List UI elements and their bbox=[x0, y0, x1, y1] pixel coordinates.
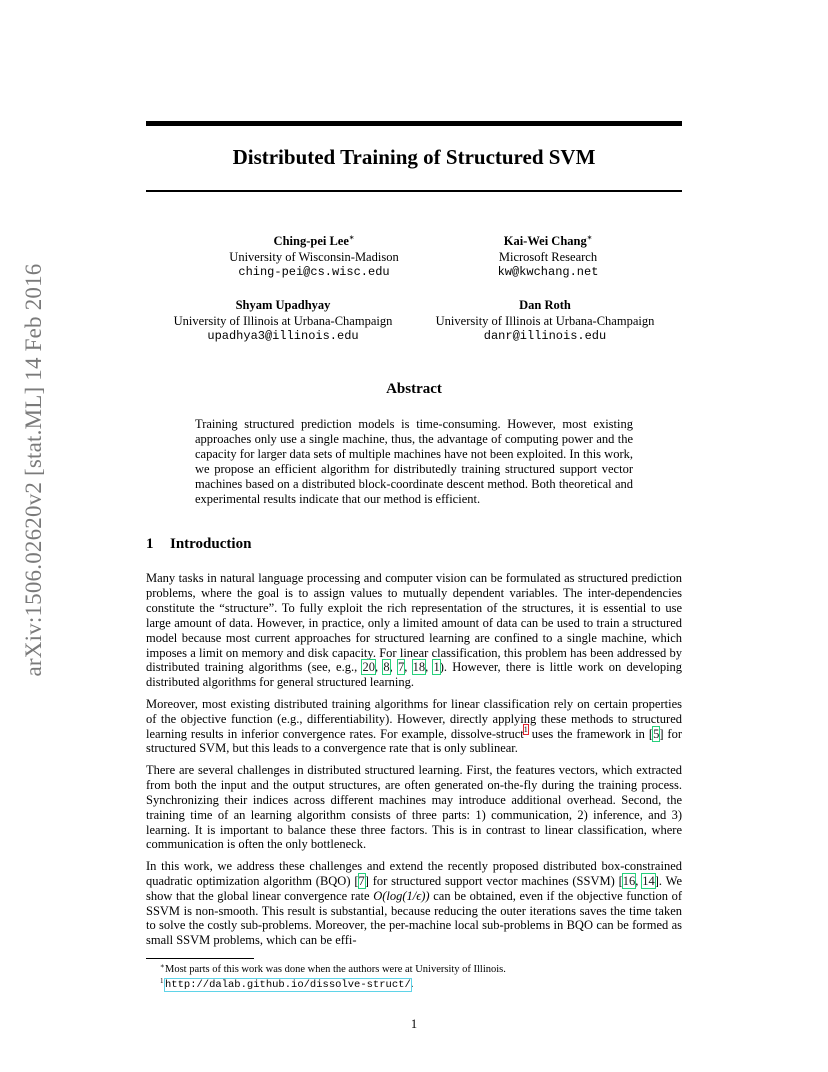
arxiv-identifier-text: arXiv:1506.02620v2 [stat.ML] 14 Feb 2016 bbox=[21, 263, 46, 677]
citation-link[interactable]: 14 bbox=[642, 873, 655, 888]
author-block bbox=[148, 298, 418, 345]
footnote-ref-link[interactable]: 1 bbox=[523, 725, 528, 735]
title-rule-top bbox=[146, 121, 682, 126]
citation-link[interactable]: 5 bbox=[653, 726, 660, 741]
author-name: Dan Roth bbox=[519, 298, 571, 312]
footnote: ∗ Most parts of this work was done when the authors were at University of Illinois. bbox=[160, 962, 506, 975]
author-name: Shyam Upadhyay bbox=[235, 298, 331, 312]
author-affiliation: University of Wisconsin-Madison bbox=[229, 249, 399, 264]
abstract-heading: Abstract bbox=[386, 381, 442, 397]
author-email: upadhya3@illinois.edu bbox=[207, 329, 359, 343]
paper-title: Distributed Training of Structured SVM bbox=[232, 145, 596, 169]
author-email: ching-pei@cs.wisc.edu bbox=[238, 265, 390, 280]
title-rule-bottom bbox=[146, 190, 682, 192]
section-heading bbox=[146, 536, 251, 553]
citation-link[interactable]: 7 bbox=[358, 873, 365, 888]
arxiv-identifier bbox=[14, 263, 54, 677]
paragraph: Moreover, most existing distributed training algorithms for linear classification rely on certain properties of the objective function (e.g., differentiability). However, directly applying these methods to structured learning results in inferior convergence rates. For example, dissolve-struct$^1$ uses the framework in [5] for structured SVM, but this leads to a convergence rate that is only sublinear. bbox=[146, 696, 683, 756]
citation-link[interactable]: 18 bbox=[412, 660, 426, 675]
author-block bbox=[448, 230, 648, 281]
author-block bbox=[214, 230, 414, 281]
paragraph: In this work, we address these challenges and extend the recently proposed distributed box-constrained quadratic optimization algorithm (BQO) [7] for structured support vector machines (SSVM) [16, 14]. We show that the global linear convergence rate O(log(1/ϵ)) can be obtained, even if the objective function of SSVM is non-smooth. This result is substantial, because reducing the outer iterations saves the time taken to solve the costly sub-problems. Moreover, the per-machine local sub-problems in BQO can be formed as small SSVM problems, which can be effi- bbox=[146, 858, 682, 948]
author-affiliation: Microsoft Research bbox=[498, 249, 598, 264]
author-name: Kai-Wei Chang∗ bbox=[503, 233, 593, 249]
author-name: Ching-pei Lee∗ bbox=[273, 233, 355, 249]
citation-link[interactable]: 7 bbox=[397, 660, 405, 675]
author-email: kw@kwchang.net bbox=[497, 265, 599, 280]
footnotes bbox=[146, 962, 682, 993]
citation-link[interactable]: 16 bbox=[622, 873, 636, 888]
citation-link[interactable]: 8 bbox=[383, 660, 390, 675]
author-email: danr@illinois.edu bbox=[483, 329, 607, 343]
paragraph: Many tasks in natural language processing and computer vision can be formulated as structured prediction problems, where the goal is to assign values to mutually dependent variables. The inter-dependencies constitute the “structure”. To fully exploit the rich representation of the structures, it is essential to use large amount of data. However, in practice, only a limited amount of data can be used to train a structured model because most current approaches for structured learning are confined to a single machine, which imposes a limit on memory and disk capacity. For linear classification, this problem has been addressed by distributed training algorithms (see, e.g., 20, 8, 7, 18, 1). However, there is little work on developing distributed algorithms for general structured learning. bbox=[146, 571, 683, 690]
abstract-text: Training structured prediction models is time-consuming. However, most existing approaches only use a single machine, thus, the advantage of computing power and the capacity for larger data sets of multiple machines have not been exploited. In this work, we propose an efficient algorithm for distributedly training structured support vector machines based on a distributed block-coordinate descent method. Both theoretical and experimental results indicate that our method is efficient. bbox=[195, 417, 633, 506]
footnote-url-link[interactable]: http://dalab.github.io/dissolve-struct/ bbox=[165, 979, 411, 991]
author-affiliation: University of Illinois at Urbana-Champaign bbox=[435, 313, 655, 328]
author-affiliation: University of Illinois at Urbana-Champaign bbox=[173, 313, 393, 328]
section-title: Introduction bbox=[170, 536, 252, 552]
footnote: 1 http://dalab.github.io/dissolve-struct/. bbox=[160, 977, 414, 991]
section-number: 1 bbox=[146, 536, 154, 552]
citation-link[interactable]: 1 bbox=[433, 660, 440, 675]
author-block bbox=[410, 298, 680, 345]
page-number: 1 bbox=[410, 1017, 418, 1031]
intro-body bbox=[146, 571, 682, 955]
paragraph: There are several challenges in distributed structured learning. First, the features vectors, which extracted from both the input and the output structures, are often generated on-the-fly during the training process. Synchronizing their indices across different machines may introduce additional overhead. Second, the training time of an learning algorithm consists of three parts: 1) communication, 2) inference, and 3) learning. It is important to balance these three factors. This is in contrast to linear classification, where communication is often the only bottleneck. bbox=[146, 762, 682, 852]
citation-link[interactable]: 20 bbox=[362, 660, 375, 675]
math-expression: O(log(1/ϵ)) bbox=[373, 888, 430, 903]
